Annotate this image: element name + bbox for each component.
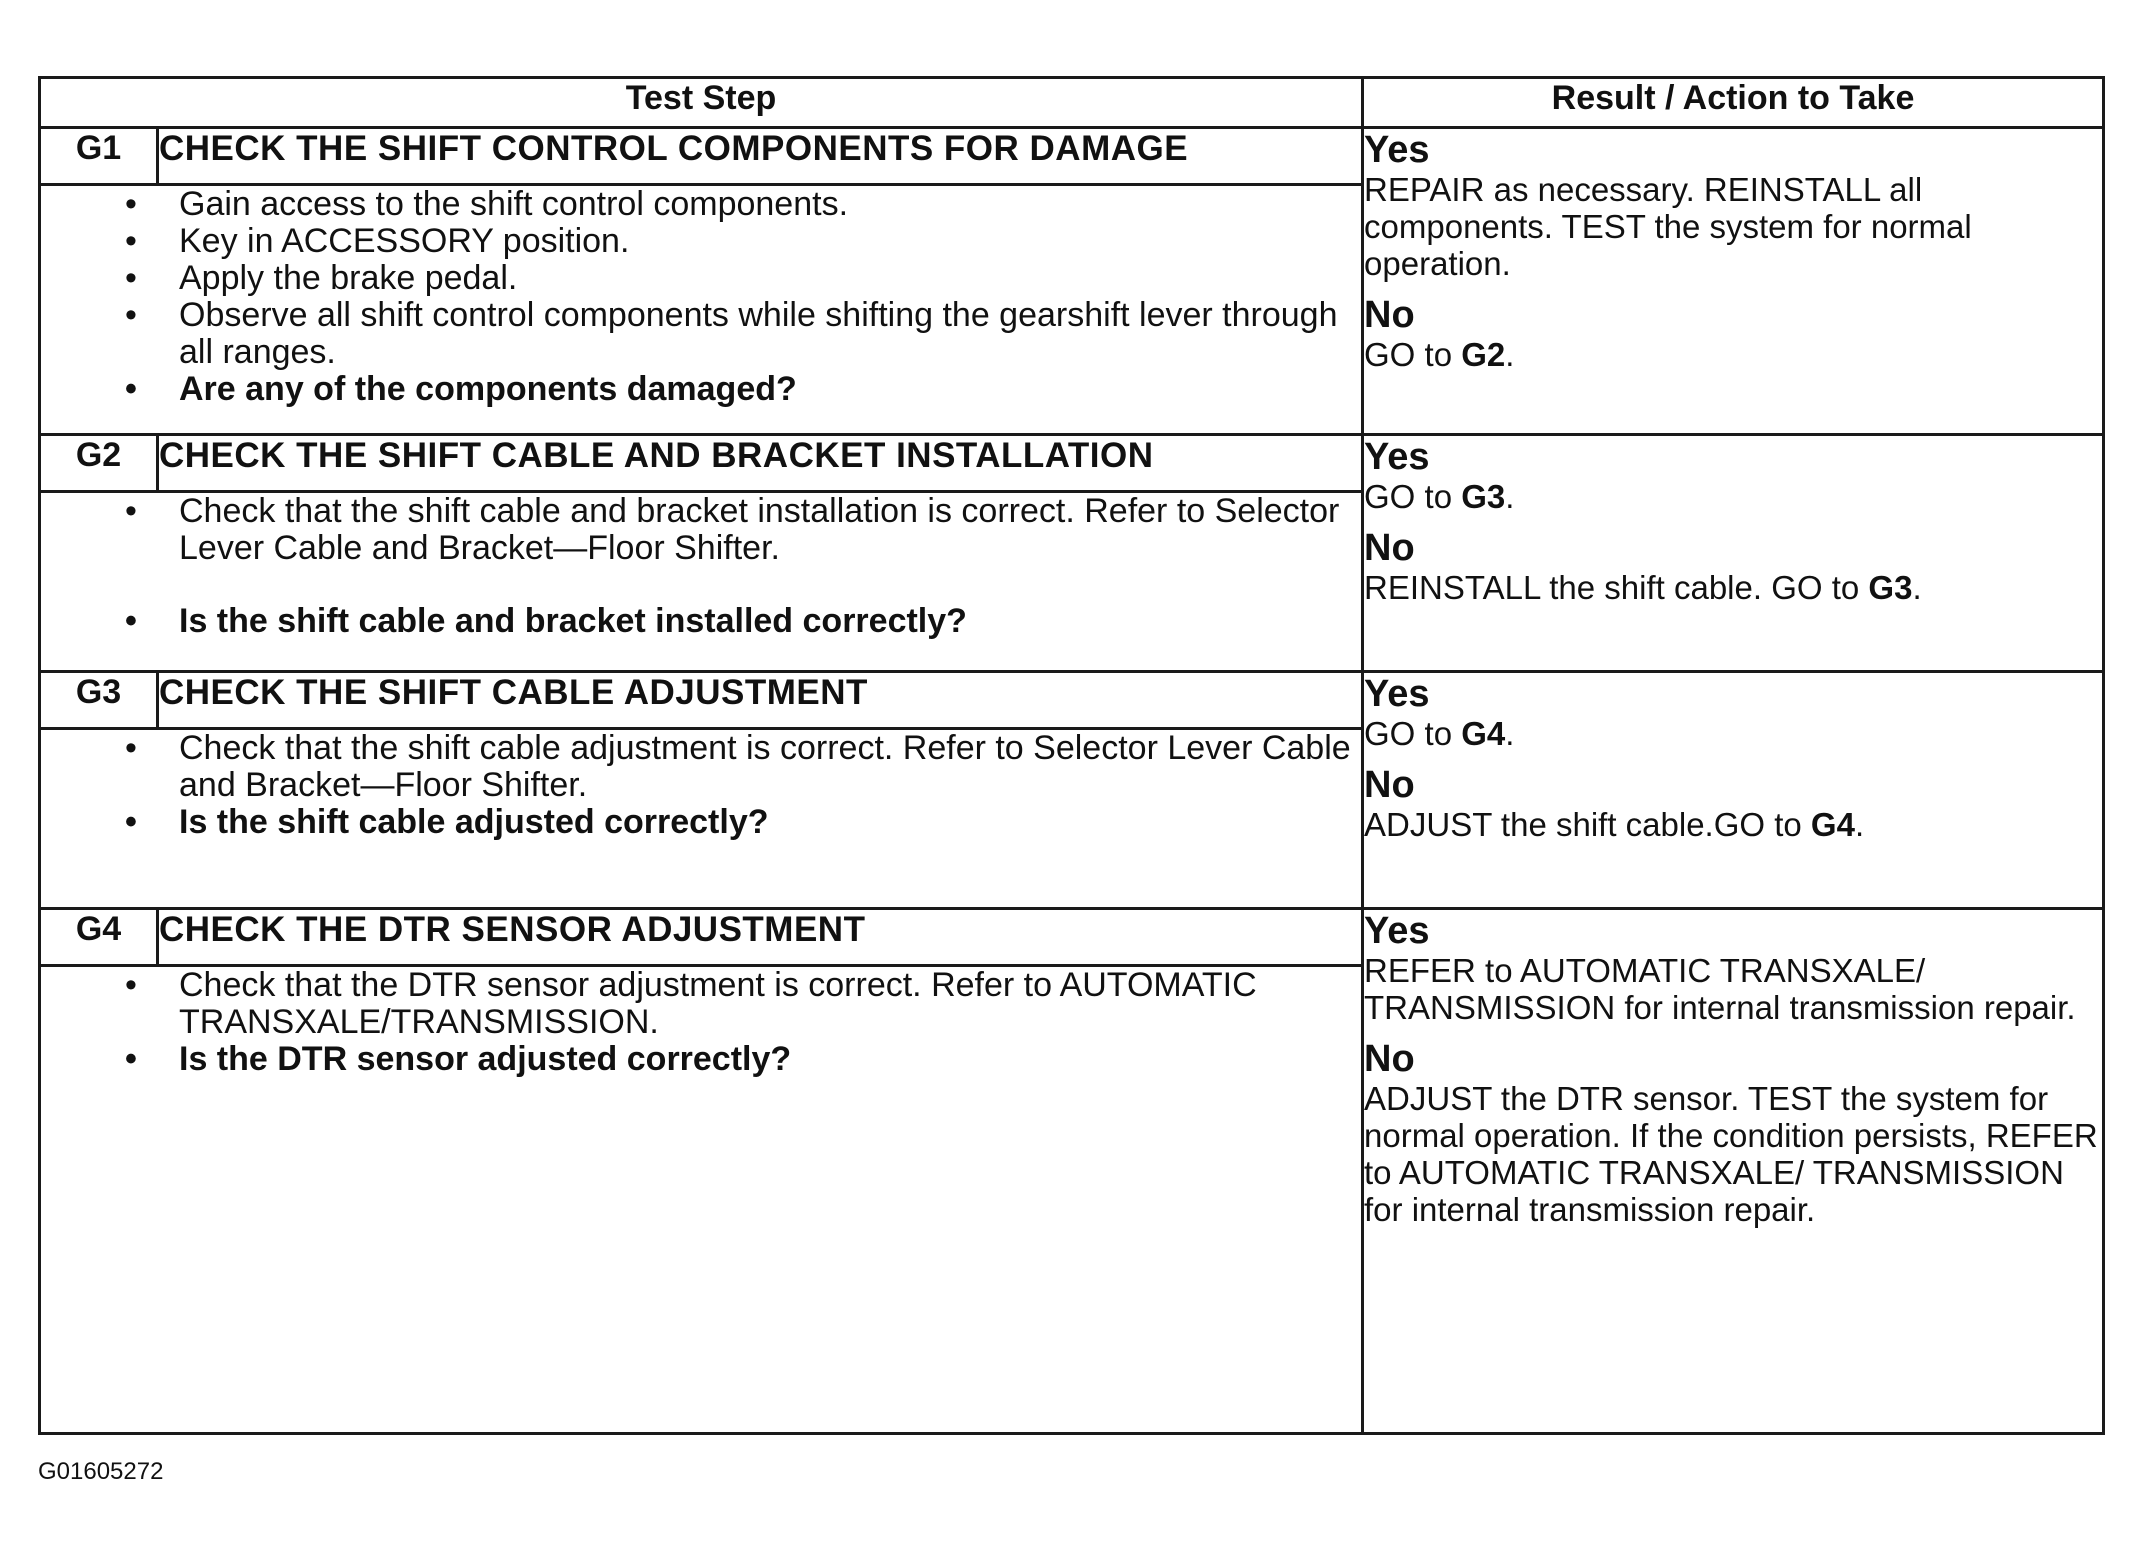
step-question-g3: • Is the shift cable adjusted correctly? bbox=[179, 804, 1361, 841]
yes-end-g2: . bbox=[1505, 478, 1515, 515]
no-label-g3: No bbox=[1364, 764, 1415, 806]
figure-id: G01605272 bbox=[38, 1458, 164, 1485]
no-label-g4: No bbox=[1364, 1038, 1415, 1080]
yes-text-g2: GO to bbox=[1364, 478, 1462, 515]
yes-end-g3: . bbox=[1505, 715, 1515, 752]
no-label-g2: No bbox=[1364, 527, 1415, 569]
yes-label-g3: Yes bbox=[1364, 673, 1430, 715]
step-list-g4 bbox=[41, 967, 1361, 1078]
step-title-g4: CHECK THE DTR SENSOR ADJUSTMENT bbox=[158, 909, 1363, 966]
no-text-g3: ADJUST the shift cable.GO to bbox=[1364, 806, 1811, 843]
step-id-g3: G3 bbox=[40, 672, 158, 729]
list-item: • Key in ACCESSORY position. bbox=[179, 223, 1361, 260]
no-end-g2: . bbox=[1912, 569, 1922, 606]
step-body-g1 bbox=[40, 185, 1363, 435]
list-item: • Check that the shift cable and bracket installation is correct. Refer to Selector Lever Cable and Bracket—Floor Shifter. bbox=[179, 493, 1361, 567]
yes-text-g3: GO to bbox=[1364, 715, 1462, 752]
no-ref-g3: G4 bbox=[1810, 806, 1855, 843]
step-id-g2: G2 bbox=[40, 435, 158, 492]
no-text-g1: GO to bbox=[1364, 336, 1462, 373]
step-title-row-g4 bbox=[40, 909, 2104, 966]
step-id-g1: G1 bbox=[40, 128, 158, 185]
step-title-g1: CHECK THE SHIFT CONTROL COMPONENTS FOR DAMAGE bbox=[158, 128, 1363, 185]
result-cell-g3 bbox=[1363, 672, 2104, 909]
list-item: • Check that the DTR sensor adjustment is correct. Refer to AUTOMATIC TRANSXALE/TRANSMISSION. bbox=[179, 967, 1361, 1041]
yes-ref-g2: G3 bbox=[1461, 478, 1506, 515]
step-body-g3 bbox=[40, 729, 1363, 909]
step-question-g2: • Is the shift cable and bracket installed correctly? bbox=[179, 603, 1361, 640]
step-title-row-g2 bbox=[40, 435, 2104, 492]
header-test-step: Test Step bbox=[40, 78, 1363, 128]
result-cell-g4 bbox=[1363, 909, 2104, 1434]
step-list-g1 bbox=[41, 186, 1361, 408]
no-end-g3: . bbox=[1854, 806, 1865, 843]
yes-text-g4: REFER to AUTOMATIC TRANSXALE/ TRANSMISSION for internal transmission repair. bbox=[1364, 952, 2076, 1026]
no-text-g2: REINSTALL the shift cable. GO to bbox=[1364, 569, 1869, 606]
step-question-g4: • Is the DTR sensor adjusted correctly? bbox=[179, 1041, 1361, 1078]
list-item: • Check that the shift cable adjustment is correct. Refer to Selector Lever Cable and Bracket—Floor Shifter. bbox=[179, 730, 1361, 804]
no-ref-g1: G2 bbox=[1461, 336, 1506, 373]
step-id-g4: G4 bbox=[40, 909, 158, 966]
step-question-g1: • Are any of the components damaged? bbox=[179, 371, 1361, 408]
no-label-g1: No bbox=[1364, 294, 1415, 336]
step-title-row-g3 bbox=[40, 672, 2104, 729]
result-cell-g2 bbox=[1363, 435, 2104, 672]
step-list-g3 bbox=[41, 730, 1361, 841]
yes-ref-g3: G4 bbox=[1461, 715, 1506, 752]
yes-label-g1: Yes bbox=[1364, 129, 1430, 171]
list-item: • Apply the brake pedal. bbox=[179, 260, 1361, 297]
list-item: • Gain access to the shift control components. bbox=[179, 186, 1361, 223]
yes-label-g4: Yes bbox=[1364, 910, 1430, 952]
yes-text-g1: REPAIR as necessary. REINSTALL all components. TEST the system for normal operation. bbox=[1364, 171, 1972, 282]
result-cell-g1 bbox=[1363, 128, 2104, 435]
table-header-row bbox=[40, 78, 2104, 128]
yes-label-g2: Yes bbox=[1364, 436, 1430, 478]
diagnostic-table bbox=[38, 76, 2105, 1435]
list-item: • Observe all shift control components while shifting the gearshift lever through all ranges. bbox=[179, 297, 1361, 371]
step-title-row-g1 bbox=[40, 128, 2104, 185]
step-list-g2 bbox=[41, 493, 1361, 640]
step-title-g3: CHECK THE SHIFT CABLE ADJUSTMENT bbox=[158, 672, 1363, 729]
step-title-g2: CHECK THE SHIFT CABLE AND BRACKET INSTALLATION bbox=[158, 435, 1363, 492]
step-body-g2 bbox=[40, 492, 1363, 672]
no-text-g4: ADJUST the DTR sensor. TEST the system for normal operation. If the condition persists, REFER to AUTOMATIC TRANSXALE/ TRANSMISSION for internal transmission repair. bbox=[1364, 1080, 2098, 1228]
header-result-action: Result / Action to Take bbox=[1363, 78, 2104, 128]
step-body-g4 bbox=[40, 966, 1363, 1434]
no-ref-g2: G3 bbox=[1868, 569, 1913, 606]
no-end-g1: . bbox=[1505, 336, 1515, 373]
